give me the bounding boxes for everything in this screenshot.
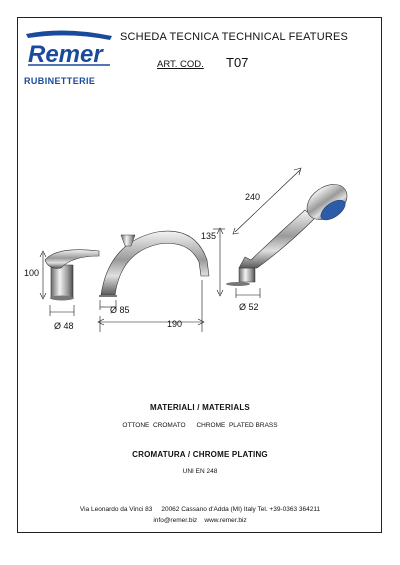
spout-length-label: 190 (167, 319, 183, 329)
sub-brand: RUBINETTERIE (24, 76, 96, 86)
lever-base-dimension (50, 305, 74, 331)
spout-base-dimension (100, 300, 130, 315)
art-code-value: T07 (226, 55, 249, 70)
spout (99, 231, 209, 297)
plating-standard: UNI EN 248 (182, 468, 218, 475)
art-code-label: ART. COD. (157, 59, 204, 70)
brand-text: Remer (28, 41, 103, 68)
spout-base-label: Ø 85 (110, 305, 130, 315)
materials-line: OTTONE CROMATO CHROME PLATED BRASS (122, 422, 278, 429)
logo-mark (24, 28, 114, 68)
technical-drawing (17, 150, 382, 350)
document-title: SCHEDA TECNICA TECHNICAL FEATURES (120, 31, 349, 43)
plating-title: CROMATURA / CHROME PLATING (132, 450, 268, 459)
lever-mixer (45, 250, 99, 301)
shower-base-dimension (236, 288, 260, 312)
lever-base-label: Ø 48 (54, 321, 74, 331)
footer-contact: info@remer.biz www.remer.biz (153, 517, 247, 524)
shower-base-label: Ø 52 (239, 302, 259, 312)
footer-address: Via Leonardo da Vinci 83 20062 Cassano d'Adda (MI) Italy Tel. +39-0363 364211 (79, 506, 321, 513)
shower-length-label: 240 (245, 192, 261, 202)
lever-height-dimension (24, 251, 46, 299)
materials-title: MATERIALI / MATERIALS (150, 403, 250, 412)
spout-height-label: 135 (201, 231, 217, 241)
lever-height-label: 100 (24, 268, 40, 278)
